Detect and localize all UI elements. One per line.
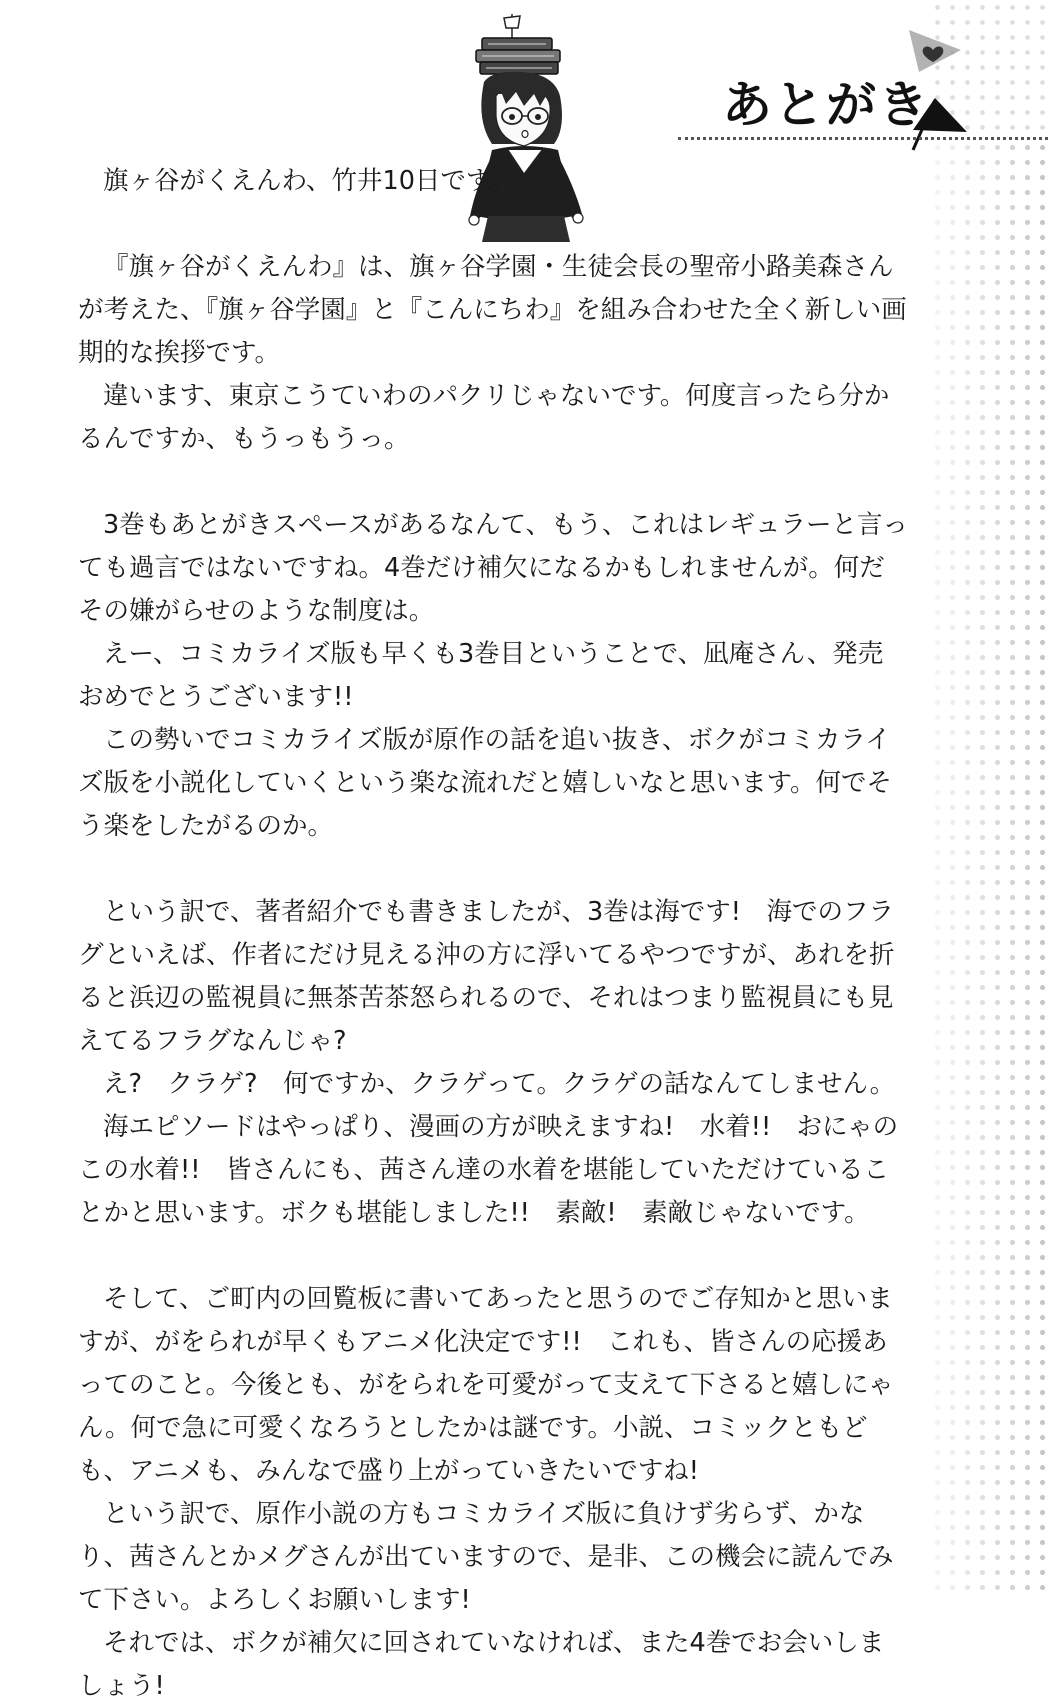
paragraph: そして、ご町内の回覧板に書いてあったと思うのでご存知かと思いますが、がをられが早くもアニメ化決定です!! これも、皆さんの応援あってのこと。今後とも、がをられを可愛がって支えて下さると嬉しにゃん。何で急に可愛くなろうとしたかは謎です。小説、コミックともども、アニメも、みんなで盛り上がっていきたいですね! (78, 1284, 894, 1486)
paragraph: 旗ヶ谷がくえんわ、竹井10日です。 (103, 166, 515, 196)
paragraph: え? クラゲ? 何ですか、クラゲって。クラゲの話なんてしません。 (103, 1069, 896, 1099)
title-dotted-rule (678, 137, 1048, 140)
afterword-body (78, 160, 908, 1708)
paragraph: えー、コミカライズ版も早くも3巻目ということで、凪庵さん、発売おめでとうございます!! (78, 639, 884, 712)
paragraph: それでは、ボクが補欠に回されていなければ、また4巻でお会いしましょう! (78, 1628, 885, 1701)
paragraph: 3巻もあとがきスペースがあるなんて、もう、これはレギュラーと言っても過言ではないですね。4巻だけ補欠になるかもしれませんが。何だその嫌がらせのような制度は。 (78, 510, 908, 626)
paragraph: この勢いでコミカライズ版が原作の話を追い抜き、ボクがコミカライズ版を小説化していくという楽な流れだと嬉しいなと思います。何でそう楽をしたがるのか。 (78, 725, 892, 841)
paragraph-spacer (78, 1235, 908, 1278)
paragraph-spacer (78, 461, 908, 504)
paragraph-spacer (78, 203, 908, 246)
paragraph: 違います、東京こうていわのパクリじゃないです。何度言ったら分かるんですか、もうっもうっ。 (78, 381, 890, 454)
paragraph-spacer (78, 848, 908, 891)
dot-pattern-right (930, 140, 1049, 1600)
paragraph: という訳で、原作小説の方もコミカライズ版に負けず劣らず、かなり、茜さんとかメグさんが出ていますので、是非、この機会に読んでみて下さい。よろしくお願いします! (78, 1499, 894, 1615)
paragraph: 『旗ヶ谷がくえんわ』は、旗ヶ谷学園・生徒会長の聖帝小路美森さんが考えた、『旗ヶ谷学園』と『こんにちわ』を組み合わせた全く新しい画期的な挨拶です。 (78, 252, 907, 368)
paragraph: という訳で、著者紹介でも書きましたが、3巻は海です! 海でのフラグといえば、作者にだけ見える沖の方に浮いてるやつですが、あれを折ると浜辺の監視員に無茶苦茶怒られるので、それはつまり監視員にも見えてるフラグなんじゃ? (78, 897, 895, 1056)
page-title: あとがき (722, 76, 930, 134)
paragraph: 海エピソードはやっぱり、漫画の方が映えますね! 水着!! おにゃのこの水着!! 皆さんにも、茜さん達の水着を堪能していただけていることかと思います。ボクも堪能しました!! 素敵! 素敵じゃないです。 (78, 1112, 899, 1228)
